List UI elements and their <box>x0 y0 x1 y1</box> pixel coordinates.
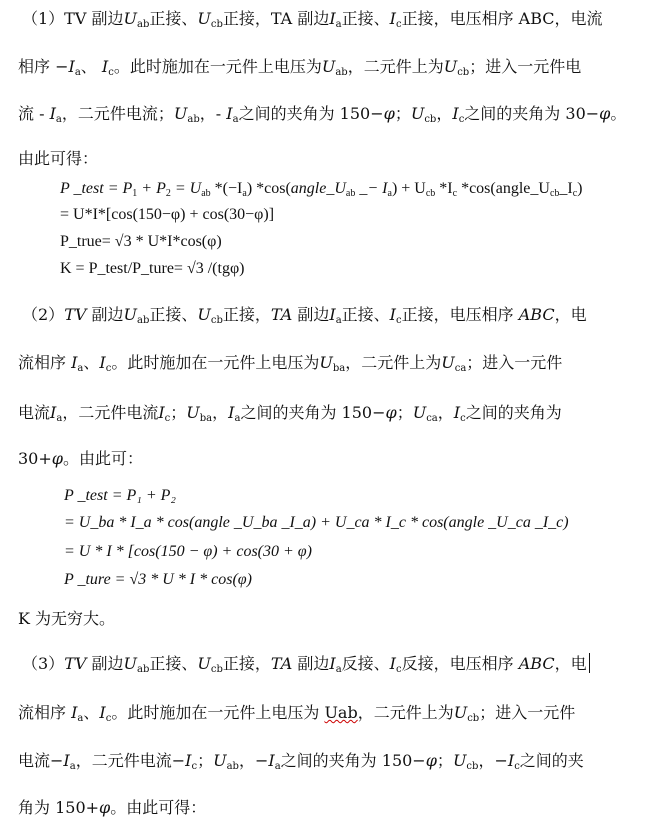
s2-line-2: 流相序 $I_a$、$I_c$。此时施加在一元件上电压为$U_{ba}$，二元件上为$U_{ca}$；进入一元件 <box>18 353 563 374</box>
s1-line-4: 由此可得： <box>18 149 99 168</box>
s1-line-2: 相序 $-I_a$、 $I_c$。此时施加在一元件上电压为$U_{ab}$，二元件上为$U_{cb}$；进入一元件电 <box>18 57 582 78</box>
s2-eq-4: P _ture = √3 * U * I * cos(φ) <box>64 571 252 588</box>
s2-line-1: （2）TV 副边$U_{ab}$正接、$U_{cb}$正接，TA 副边$I_a$正接、$I_c$正接，电压相序 ABC，电 <box>22 305 587 326</box>
s1-eq-2: = U*I*[cos(150−φ) + cos(30−φ)] <box>60 206 275 223</box>
s2-eq-3: = U * I * [cos(150 − φ) + cos(30 + φ) <box>64 543 312 560</box>
s3-line-1: （3）TV 副边$U_{ab}$正接、$U_{cb}$正接，TA 副边$I_a$反接、$I_c$反接，电压相序 ABC，电 <box>22 651 590 675</box>
s2-after: K 为无穷大。 <box>18 609 116 628</box>
s2-line-3: 电流$I_a$，二元件电流$I_c$；$U_{ba}$，$I_a$之间的夹角为 150−φ；$U_{ca}$，$I_c$之间的夹角为 <box>18 403 562 424</box>
s1-line-1: （1）TV 副边$U_{ab}$正接、$U_{cb}$正接，TA 副边$I_a$正接、$I_c$正接，电压相序 ABC，电流 <box>22 9 603 30</box>
s1-line-3: 流 - $I_a$，二元件电流；$U_{ab}$，- $I_a$之间的夹角为 150−φ；$U_{cb}$，$I_c$之间的夹角为 30−φ。 <box>18 104 627 125</box>
s3-line-4: 角为 150+φ。由此可得： <box>18 798 207 817</box>
s1-eq-3: P_true= √3 * U*I*cos(φ) <box>60 233 222 250</box>
s1-eq-4: K = P_test/P_ture= √3 /(tgφ) <box>60 260 245 277</box>
s3-line-3: 电流$-I_a$，二元件电流$-I_c$；$U_{ab}$，$-I_a$之间的夹角为 150−φ；$U_{cb}$，$-I_c$之间的夹 <box>18 751 584 772</box>
s3-line-2: 流相序 $I_a$、$I_c$。此时施加在一元件上电压为 Uab，二元件上为$U_{cb}$；进入一元件 <box>18 703 576 724</box>
text-cursor <box>589 653 590 673</box>
s2-eq-2: = U_ba * I_a * cos(angle _U_ba _I_a) + U_ca * I_c * cos(angle _U_ca _I_c) <box>64 514 569 531</box>
s1-eq-1: P _test = $P_1 + P_2 = U_{ab}$ $*(-I_a)$ $*\cos(angle\_U_{ab}$ _− $I_a) + U_{cb}$ $*I_c$ $*\cos(angle\_U_{cb}\_I_c)$ <box>60 180 583 199</box>
s2-eq-1: P _test = P₁ + P₂ <box>64 487 176 504</box>
s2-line-4: 30+φ。由此可： <box>18 449 143 468</box>
